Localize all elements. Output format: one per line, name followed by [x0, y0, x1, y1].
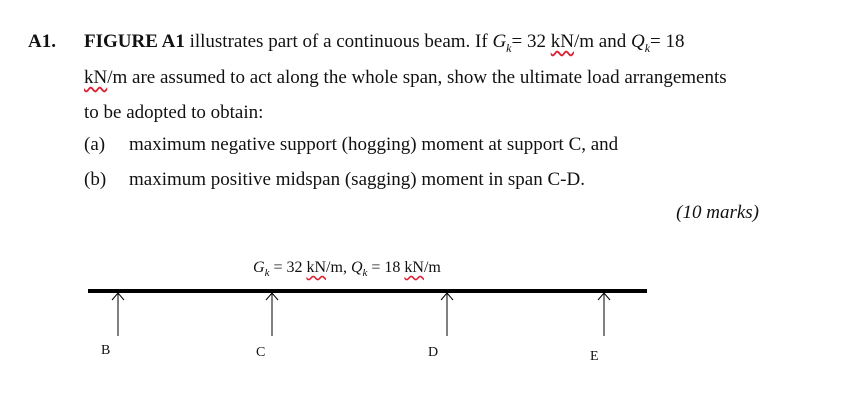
load-q-subscript: k: [362, 267, 368, 280]
g-symbol: G: [492, 31, 507, 52]
line1-text: illustrates part of a continuous beam. If: [184, 31, 493, 52]
g-value: = 32: [511, 31, 551, 52]
figure-reference: FIGURE A1: [84, 31, 185, 52]
q-symbol: Q: [630, 31, 645, 52]
line2-unit: kN: [84, 67, 108, 88]
support-arrow-b: [112, 293, 124, 336]
g-subscript: k: [506, 40, 512, 55]
support-label-d: D: [428, 345, 439, 360]
part-b-text: maximum positive midspan (sagging) moment in span C-D.: [129, 169, 585, 190]
support-label-e: E: [590, 349, 599, 364]
marks: (10 marks): [676, 202, 759, 223]
question-line-3: to be adopted to obtain:: [84, 102, 264, 123]
load-q-unit: kN: [404, 259, 424, 276]
part-b-label: (b): [84, 169, 107, 190]
line2-text: /m are assumed to act along the whole span, show the ultimate load arrangements: [107, 67, 727, 88]
unit-rest: /m: [573, 31, 595, 52]
unit-kn: kN: [550, 31, 574, 52]
question-number: A1.: [28, 31, 56, 52]
q-subscript: k: [644, 40, 651, 55]
support-label-c: C: [256, 345, 266, 360]
support-label-b: B: [101, 343, 111, 358]
support-arrow-c: [266, 293, 278, 336]
load-g-subscript: k: [264, 267, 270, 280]
load-g-unit: kN: [306, 259, 327, 276]
load-g-unit-rest: /m,: [326, 259, 351, 276]
part-a-label: (a): [84, 134, 106, 155]
load-g-symbol: G: [253, 259, 265, 276]
q-value: = 18: [650, 31, 685, 52]
load-q-value: = 18: [367, 259, 405, 276]
load-g-value: = 32: [269, 259, 307, 276]
support-arrow-d: [441, 293, 453, 336]
load-q-unit-rest: /m: [423, 259, 441, 276]
load-q-symbol: Q: [350, 259, 363, 276]
and-text: and: [594, 31, 631, 52]
part-a-text: maximum negative support (hogging) moment at support C, and: [129, 134, 619, 155]
support-arrow-e: [598, 293, 610, 336]
